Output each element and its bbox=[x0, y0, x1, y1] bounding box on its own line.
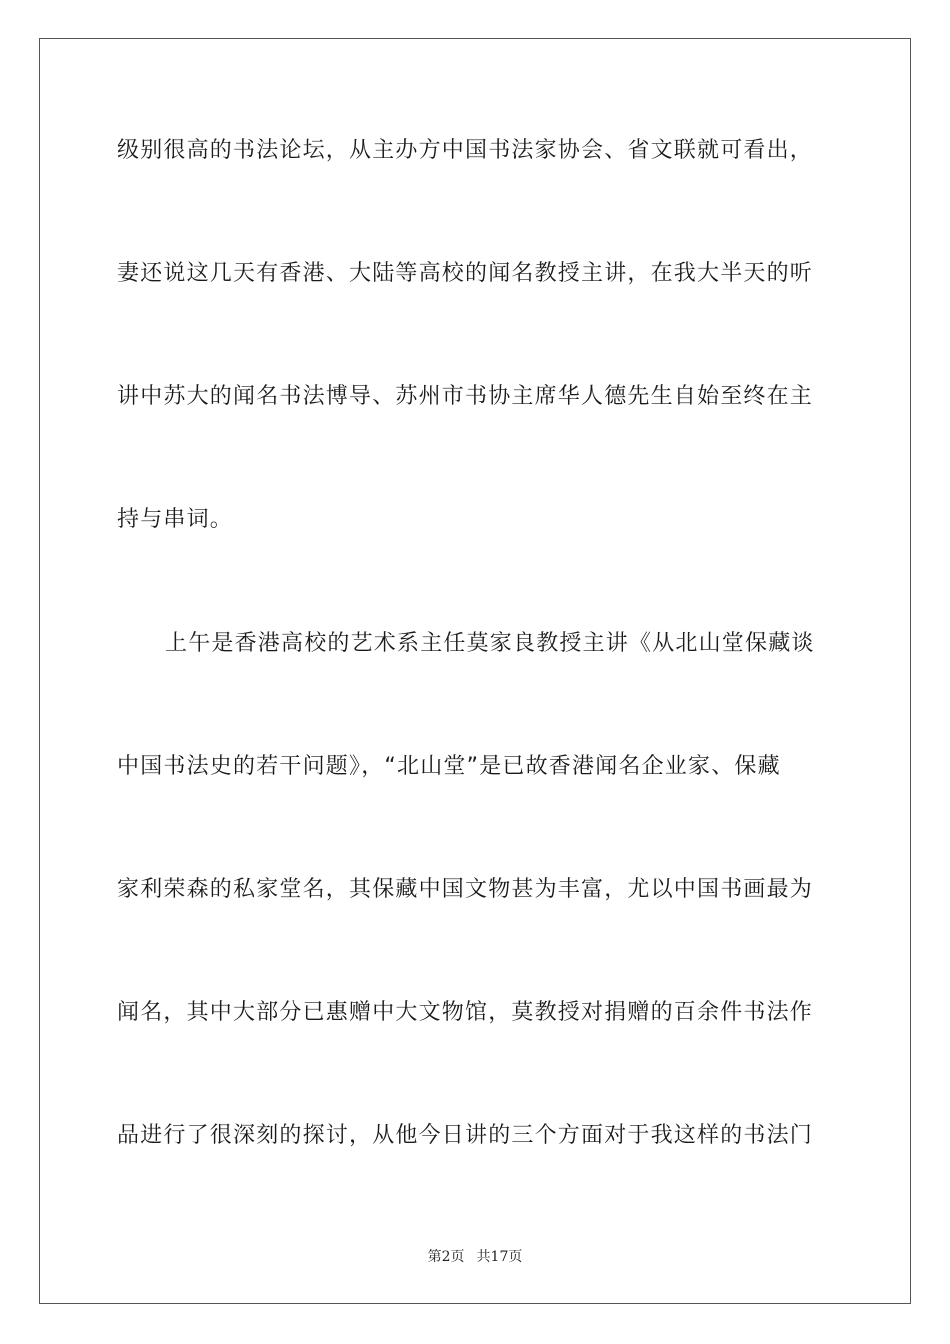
paragraph-line: 级别很高的书法论坛，从主办方中国书法家协会、省文联就可看出， bbox=[117, 138, 814, 163]
paragraph-line: 持与串词。 bbox=[117, 507, 234, 532]
paragraph-line: 妻还说这几天有香港、大陆等高校的闻名教授主讲，在我大半天的听 bbox=[117, 261, 814, 286]
page-footer bbox=[0, 1246, 950, 1266]
page-total: 共17页 bbox=[476, 1249, 523, 1265]
paragraph-line: 品进行了很深刻的探讨，从他今日讲的三个方面对于我这样的书法门 bbox=[117, 1123, 814, 1148]
paragraph-line: 讲中苏大的闻名书法博导、苏州市书协主席华人德先生自始至终在主 bbox=[117, 384, 814, 409]
paragraph-line: 闻名，其中大部分已惠赠中大文物馆，莫教授对捐赠的百余件书法作 bbox=[117, 1000, 814, 1025]
page-border bbox=[39, 38, 911, 1304]
paragraph-line: 上午是香港高校的艺术系主任莫家良教授主讲《从北山堂保藏谈 bbox=[165, 631, 815, 656]
paragraph-line: 中国书法史的若干问题》，“北山堂”是已故香港闻名企业家、保藏 bbox=[117, 754, 781, 779]
page-number: 第2页 bbox=[427, 1249, 465, 1265]
paragraph-line: 家利荣森的私家堂名，其保藏中国文物甚为丰富，尤以中国书画最为 bbox=[117, 877, 814, 902]
